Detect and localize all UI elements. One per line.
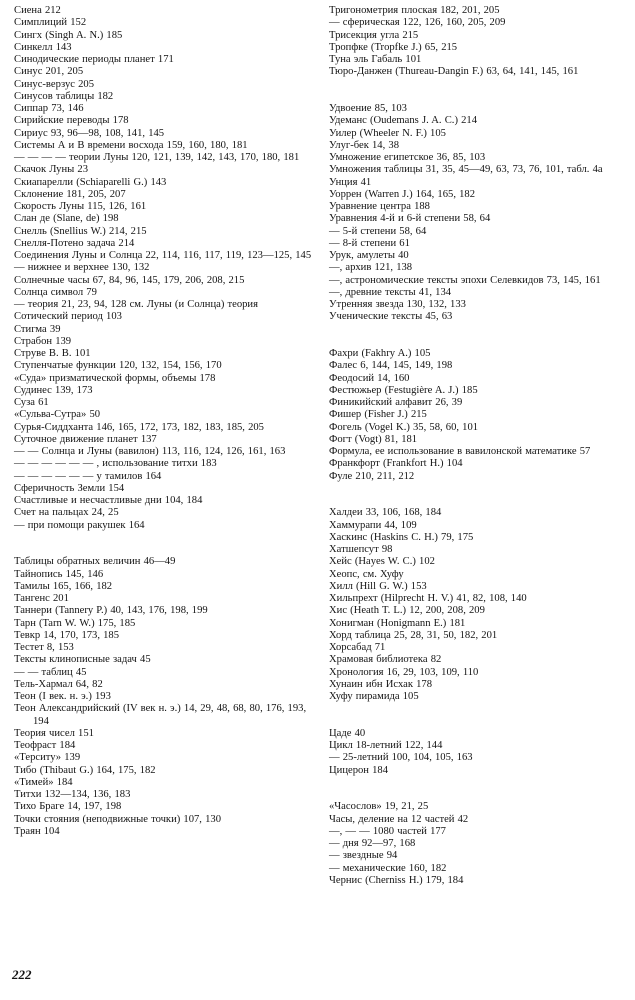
index-entry: Ступенчатые функции 120, 132, 154, 156, 170 (14, 360, 222, 372)
index-entry: Теон (I век. н. э.) 193 (14, 691, 111, 702)
index-entry: Франкфорт (Frankfort H.) 104 (329, 458, 463, 470)
index-entry: —, — — 1080 частей 177 (329, 825, 446, 837)
index-entry: Сирийские переводы 178 (14, 115, 129, 127)
index-entry: Синус-верзус 205 (14, 78, 94, 90)
index-entry: Таблицы обратных величин 46—49 (14, 556, 176, 568)
index-entry: Фестюжьер (Festugière A. J.) 185 (329, 384, 478, 396)
index-entry: Тексты клинописные задач 45 (14, 654, 151, 666)
index-entry: Фишер (Fisher J.) 215 (329, 409, 427, 421)
index-entry: Хеопс, см. Хуфу (329, 568, 404, 580)
index-entry: Синкелл 143 (14, 41, 72, 53)
index-entry: Сурья-Сиддханта 146, 165, 172, 173, 182, 183, 185, 205 (14, 421, 264, 433)
index-entry: Ученические тексты 45, 63 (329, 311, 453, 323)
index-entry: — 5-й степени 58, 64 (329, 225, 427, 237)
index-entry: Титхи 132—134, 136, 183 (14, 789, 131, 800)
index-entry: Тангенс 201 (14, 593, 69, 604)
index-entry: — 8-й степени 61 (329, 237, 410, 249)
index-entry: Тропфке (Tropfke J.) 65, 215 (329, 41, 458, 53)
index-entry: Сотический период 103 (14, 311, 122, 323)
index-entry: Теон Александрийский (IV век н. э.) 14, 29, 48, 68, 80, 176, 193, 194 (14, 703, 307, 727)
index-entry: Сингх (Singh A. N.) 185 (14, 29, 123, 41)
index-entry: — теория 21, 23, 94, 128 см. Луны (и Солнца) теория (14, 299, 258, 310)
index-entry: Цицерон 184 (329, 764, 388, 776)
index-entry: Урук, амулеты 40 (329, 250, 409, 261)
index-entry: Тибо (Thibaut G.) 164, 175, 182 (14, 764, 156, 776)
index-entry: Умножение египетское 36, 85, 103 (329, 152, 486, 163)
index-entry: Хорд таблица 25, 28, 31, 50, 182, 201 (329, 629, 498, 641)
index-entry: Улуг-бек 14, 38 (329, 139, 399, 151)
index-entry: Трисекция угла 215 (329, 29, 419, 41)
index-entry: Хис (Heath T. L.) 12, 200, 208, 209 (329, 605, 485, 617)
index-entry: Сириус 93, 96—98, 108, 141, 145 (14, 127, 165, 139)
index-entry: Синодические периоды планет 171 (14, 54, 174, 65)
index-entry: Цикл 18-летний 122, 144 (329, 740, 443, 751)
index-entry: Фуле 210, 211, 212 (329, 470, 415, 482)
index-entry: Удеманс (Oudemans J. A. C.) 214 (329, 115, 478, 127)
index-entry: Хатшепсут 98 (329, 544, 393, 555)
index-entry: Тарн (Tarn W. W.) 175, 185 (14, 617, 136, 629)
index-entry: Унция 41 (329, 176, 372, 188)
index-entry: Скиапарелли (Schiaparelli G.) 143 (14, 176, 167, 188)
index-entry: Фахри (Fakhry A.) 105 (329, 348, 431, 359)
index-entry: Склонение 181, 205, 207 (14, 188, 126, 200)
index-entry: Хронология 16, 29, 103, 109, 110 (329, 666, 479, 678)
index-entry: Тюро-Данжен (Thureau-Dangin F.) 63, 64, 141, 145, 161 (329, 66, 579, 78)
section-gap (14, 532, 314, 557)
index-entry: Тихо Браге 14, 197, 198 (14, 801, 122, 813)
index-entry: Струве В. В. 101 (14, 348, 91, 359)
index-entry: Хонигман (Honigmann E.) 181 (329, 617, 466, 629)
index-entry: Сиена 212 (14, 5, 61, 16)
index-entry: «Тимей» 184 (14, 776, 73, 788)
page-number: 222 (12, 967, 32, 982)
index-entry: Уилер (Wheeler N. F.) 105 (329, 127, 446, 139)
index-entry: — при помощи ракушек 164 (14, 519, 145, 531)
index-entry: Тевкр 14, 170, 173, 185 (14, 629, 120, 641)
index-entry: — — — — — — , использование титхи 183 (14, 458, 217, 470)
index-entry: Таннери (Tannery P.) 40, 143, 176, 198, 199 (14, 605, 208, 617)
index-entry: «Терситу» 139 (14, 752, 81, 764)
index-entry: Формула, ее использование в вавилонской математике 57 (329, 446, 591, 457)
index-entry: — звездные 94 (329, 850, 398, 862)
index-entry: — дня 92—97, 168 (329, 838, 416, 849)
index-entry: Чернис (Cherniss H.) 179, 184 (329, 874, 464, 886)
index-entry: Синусов таблицы 182 (14, 90, 114, 102)
index-entry: Храмовая библиотека 82 (329, 654, 442, 666)
section-gap (329, 324, 627, 349)
index-entry: Судинес 139, 173 (14, 384, 93, 396)
index-entry: Халдеи 33, 106, 168, 184 (329, 507, 442, 519)
index-entry: Скорость Луны 115, 126, 161 (14, 201, 147, 212)
index-entry: —, астрономические тексты эпохи Селевкидов 73, 145, 161 (329, 274, 601, 286)
index-entry: Сиппар 73, 146 (14, 103, 84, 114)
index-entry: Хейс (Hayes W. C.) 102 (329, 556, 435, 568)
index-entry: Соединения Луны и Солнца 22, 114, 116, 117, 119, 123—125, 145 (14, 250, 312, 261)
index-entry: Удвоение 85, 103 (329, 103, 407, 114)
index-entry: — — — — — — у тамилов 164 (14, 470, 162, 482)
index-entry: —, архив 121, 138 (329, 262, 413, 274)
index-entry: Феодосий 14, 160 (329, 372, 410, 384)
index-entry: Финикийский алфавит 26, 39 (329, 397, 463, 408)
index-entry: Фалес 6, 144, 145, 149, 198 (329, 360, 453, 372)
index-entry: Слан де (Slane, de) 198 (14, 213, 119, 225)
index-entry: Уравнения 4-й и 6-й степени 58, 64 (329, 213, 491, 225)
index-entry: — — — — теории Луны 120, 121, 139, 142, 143, 170, 180, 181 (14, 152, 300, 163)
index-entry: Цаде 40 (329, 727, 366, 739)
index-entry: — механические 160, 182 (329, 862, 447, 874)
index-entry: — — Солнца и Луны (вавилон) 113, 116, 124, 126, 161, 163 (14, 446, 286, 457)
index-entry: Хорсабад 71 (329, 642, 386, 653)
index-entry: Сферичность Земли 154 (14, 482, 125, 494)
index-entry: Хуфу пирамида 105 (329, 691, 419, 702)
section-gap (329, 703, 627, 728)
index-entry: Синус 201, 205 (14, 66, 84, 78)
index-entry: Счет на пальцах 24, 25 (14, 507, 119, 519)
index-entry: Тестет 8, 153 (14, 642, 74, 653)
index-entry: Хаммурапи 44, 109 (329, 519, 417, 531)
index-entry: Счастливые и несчастливые дни 104, 184 (14, 495, 203, 506)
index-entry: Тригонометрия плоская 182, 201, 205 (329, 5, 500, 16)
index-entry: «Часослов» 19, 21, 25 (329, 801, 429, 813)
index-entry: Уоррен (Warren J.) 164, 165, 182 (329, 188, 476, 200)
index-entry: Тель-Хармал 64, 82 (14, 678, 103, 690)
index-entry: Хунаин ибн Исхак 178 (329, 678, 433, 690)
index-entry: Часы, деление на 12 частей 42 (329, 813, 469, 825)
index-entry: — 25-летний 100, 104, 105, 163 (329, 752, 473, 764)
index-entry: Умножения таблицы 31, 35, 45—49, 63, 73, 76, 101, табл. 4а (329, 164, 603, 176)
index-entry: Утренняя звезда 130, 132, 133 (329, 299, 466, 310)
index-entry: Суза 61 (14, 397, 49, 408)
index-entry: Снелль (Snellius W.) 214, 215 (14, 225, 147, 237)
index-entry: — — таблиц 45 (14, 666, 87, 678)
section-gap (329, 777, 627, 802)
section-gap (329, 483, 627, 508)
index-entry: Снелля-Потено задача 214 (14, 237, 135, 249)
index-entry: Хилл (Hill G. W.) 153 (329, 580, 427, 592)
index-entry: «Сульва-Сутра» 50 (14, 409, 101, 421)
index-entry: Туна эль Габаль 101 (329, 54, 422, 65)
index-entry: «Суда» призматической формы, объемы 178 (14, 372, 216, 384)
index-entry: Системы А и В времени восхода 159, 160, 180, 181 (14, 139, 248, 151)
index-entry: Траян 104 (14, 825, 60, 837)
index-entry: Теофраст 184 (14, 740, 76, 751)
index-entry: Стигма 39 (14, 323, 61, 335)
section-gap (329, 79, 627, 104)
index-entry: Тамилы 165, 166, 182 (14, 580, 113, 592)
index-entry: Солнца символ 79 (14, 286, 97, 298)
left-column (14, 5, 314, 838)
index-entry: Теория чисел 151 (14, 727, 94, 739)
index-entry: Тайнопись 145, 146 (14, 568, 104, 580)
index-entry: — сферическая 122, 126, 160, 205, 209 (329, 17, 506, 29)
index-entry: Хильпрехт (Hilprecht H. V.) 41, 82, 108, 140 (329, 593, 527, 604)
index-entry: Суточное движение планет 137 (14, 433, 157, 445)
index-entry: Фогель (Vogel K.) 35, 58, 60, 101 (329, 421, 479, 433)
index-entry: Хаскинс (Haskins C. H.) 79, 175 (329, 531, 474, 543)
index-entry: Страбон 139 (14, 335, 72, 347)
index-entry: — нижнее и верхнее 130, 132 (14, 262, 150, 274)
index-entry: Точки стояния (неподвижные точки) 107, 130 (14, 813, 221, 825)
index-entry: Симплиций 152 (14, 17, 87, 29)
index-entry: Скачок Луны 23 (14, 164, 88, 176)
index-entry: Солнечные часы 67, 84, 96, 145, 179, 206, 208, 215 (14, 274, 245, 286)
index-entry: —, древние тексты 41, 134 (329, 286, 452, 298)
index-entry: Фогт (Vogt) 81, 181 (329, 433, 418, 445)
index-entry: Уравнение центра 188 (329, 201, 430, 212)
right-column (329, 5, 627, 887)
